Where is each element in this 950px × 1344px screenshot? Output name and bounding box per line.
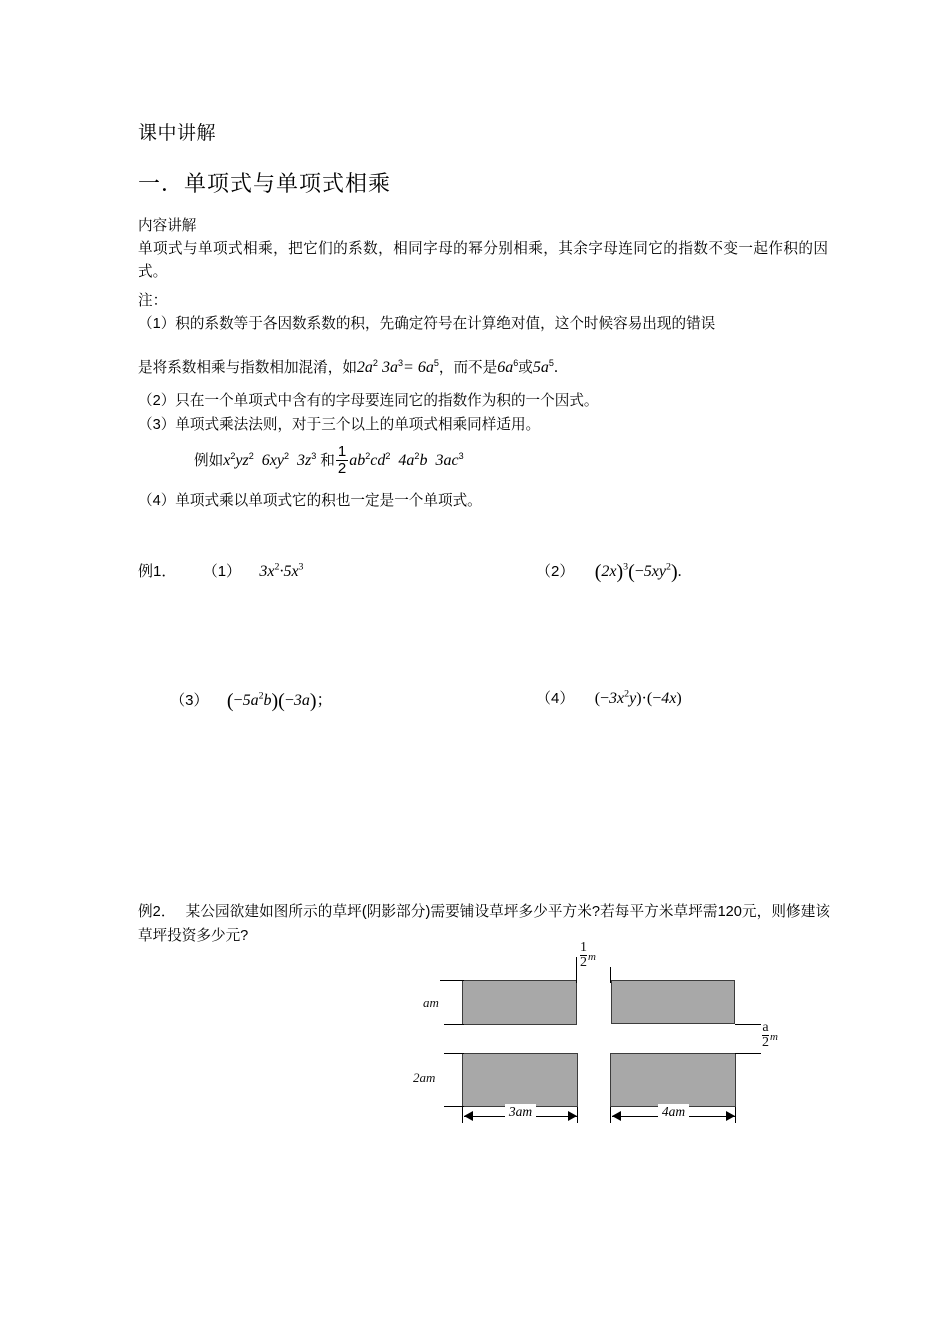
note-item-1-line1: （1）积的系数等于各因数系数的积，先确定符号在计算绝对值，这个时候容易出现的错误	[138, 316, 716, 332]
eg-fraction-numerator: 1	[337, 443, 347, 461]
note-3-example-expression	[194, 445, 834, 477]
rule-paragraph: 单项式与单项式相乘，把它们的系数，相同字母的幂分别相乘，其余字母连同它的指数不变一起作积的因式。	[138, 241, 828, 280]
note-1-period: .	[553, 358, 558, 376]
eg-and: 和	[320, 452, 335, 469]
note-1-prefix: 是将系数相乘与指数相加混淆，如	[138, 359, 357, 376]
example-1-item-3	[138, 687, 333, 713]
example-1-item-3-number: （3）	[170, 692, 209, 709]
example-1-item-1-expr: $3x^2\cdot 5x^3$	[259, 561, 304, 580]
note-1-eq: = 6a	[403, 358, 434, 376]
label-gap-vertical	[580, 941, 596, 970]
rect-top-right	[611, 980, 735, 1024]
label-width-3am: 3am	[505, 1104, 536, 1119]
dim-4am-label-wrap	[612, 1103, 735, 1121]
example-1-item-2-number: （2）	[536, 563, 575, 580]
rect-top-left	[462, 980, 577, 1025]
tick-gap-horizontal-upper	[735, 1024, 761, 1025]
eg-fraction-half	[336, 444, 348, 476]
eg-term-1b-exp: 2	[248, 451, 254, 461]
tick-top-left-upper	[440, 980, 464, 981]
eg-term-4b-exp: 2	[385, 451, 391, 461]
tick-gap-vertical-right	[610, 967, 611, 983]
note-item-2: （2）只在一个单项式中含有的字母要连同它的指数作为积的一个因式。	[138, 393, 599, 409]
example-2-text: 某公园欲建如图所示的草坪(阴影部分)需要铺设草坪多少平方米?若每平方米草坪需120元，则修建该草坪投资多少元?	[138, 904, 830, 944]
page-title: 一．单项式与单项式相乘	[138, 171, 392, 196]
example-1-item-4-expr: $(-3x^2y)\cdot(-4x)$	[594, 688, 682, 707]
label-height-am: am	[423, 995, 439, 1010]
note-1-wrong-1: 6a	[497, 358, 514, 376]
label-height-2am: 2am	[413, 1070, 436, 1085]
example-1-label: 例1．	[138, 563, 177, 580]
note-1-mid: ，而不是	[438, 359, 498, 376]
example-1-item-4-number: （4）	[536, 690, 575, 707]
gap-horizontal-denominator: 2	[762, 1035, 769, 1050]
eg-term-1b: yz	[235, 451, 249, 469]
dim-3am-label-wrap	[464, 1103, 577, 1121]
lawn-diagram	[410, 940, 810, 1145]
label-gap-horizontal	[762, 1021, 778, 1050]
gap-horizontal-unit: m	[770, 1031, 778, 1044]
example-2-paragraph	[138, 900, 830, 948]
eg-term-6-exp: 3	[458, 451, 464, 461]
dimension-4am	[612, 1104, 735, 1124]
dimension-3am	[464, 1104, 577, 1124]
gap-vertical-numerator: 1	[580, 940, 587, 955]
eg-term-3: 3z	[296, 451, 312, 469]
eg-term-5a-exp: 2	[414, 451, 420, 461]
note-1-wrong-1-exp: 6	[513, 358, 519, 368]
eg-term-1a-exp: 2	[230, 451, 236, 461]
note-1-expr-b-exp: 3	[397, 358, 404, 368]
note-1-expr-b: 3a	[381, 358, 398, 376]
note-3-example-prefix: 例如	[194, 452, 224, 469]
eg-term-3-exp: 3	[311, 451, 317, 461]
eg-term-5a: 4a	[398, 451, 415, 469]
eg-term-4a-exp: 2	[365, 451, 371, 461]
gap-horizontal-fraction	[762, 1021, 769, 1050]
eg-fraction-denominator: 2	[337, 459, 347, 477]
content-label: 内容讲解	[138, 218, 197, 234]
note-item-1-line2	[138, 352, 828, 379]
note-1-eq-exp: 5	[433, 358, 439, 368]
rect-bottom-left	[462, 1053, 578, 1107]
gap-vertical-unit: m	[588, 951, 596, 964]
note-1-or: 或	[518, 359, 533, 376]
eg-term-6: 3ac	[435, 451, 459, 469]
tick-top-left-lower	[444, 1024, 464, 1025]
tick-dim-4am-right	[735, 1107, 736, 1123]
eg-term-1a: x	[223, 451, 231, 469]
rect-bottom-right	[610, 1053, 736, 1107]
eg-term-4b: cd	[370, 451, 386, 469]
note-1-expr-a: 2a	[356, 358, 373, 376]
note-label: 注：	[138, 293, 168, 309]
gap-vertical-denominator: 2	[580, 955, 587, 970]
note-1-wrong-2-exp: 5	[548, 358, 554, 368]
example-2-label: 例2．	[138, 904, 176, 920]
example-1-item-4	[536, 687, 682, 708]
tick-bottom-left-upper	[444, 1053, 464, 1054]
tick-bottom-left-lower	[444, 1106, 464, 1107]
example-1-item-1	[138, 560, 304, 581]
eg-term-5b: b	[419, 451, 428, 469]
tick-gap-vertical-left	[576, 957, 577, 983]
example-1-item-1-number: （1）	[202, 563, 242, 580]
note-1-wrong-2: 5a	[532, 358, 549, 376]
note-1-expr-a-exp: 2	[372, 358, 378, 368]
eg-term-2: 6xy	[261, 451, 284, 469]
note-item-4: （4）单项式乘以单项式它的积也一定是一个单项式。	[138, 493, 482, 509]
tick-gap-horizontal-lower	[735, 1053, 761, 1054]
eg-term-2-exp: 2	[283, 451, 289, 461]
gap-vertical-fraction	[580, 941, 587, 970]
note-item-3: （3）单项式乘法法则，对于三个以上的单项式相乘同样适用。	[138, 417, 541, 433]
gap-horizontal-numerator: a	[762, 1020, 769, 1035]
tick-dim-3am-right	[577, 1107, 578, 1123]
label-width-4am: 4am	[658, 1104, 689, 1119]
example-1-item-2-expr: $(2x)^3(-5xy^2)$.	[594, 561, 682, 583]
example-1-item-3-expr: $(-5a^2b)(-3a)$；	[226, 690, 333, 712]
example-1-item-2	[536, 560, 682, 584]
section-heading: 课中讲解	[138, 123, 217, 144]
eg-term-4a: ab	[349, 451, 366, 469]
